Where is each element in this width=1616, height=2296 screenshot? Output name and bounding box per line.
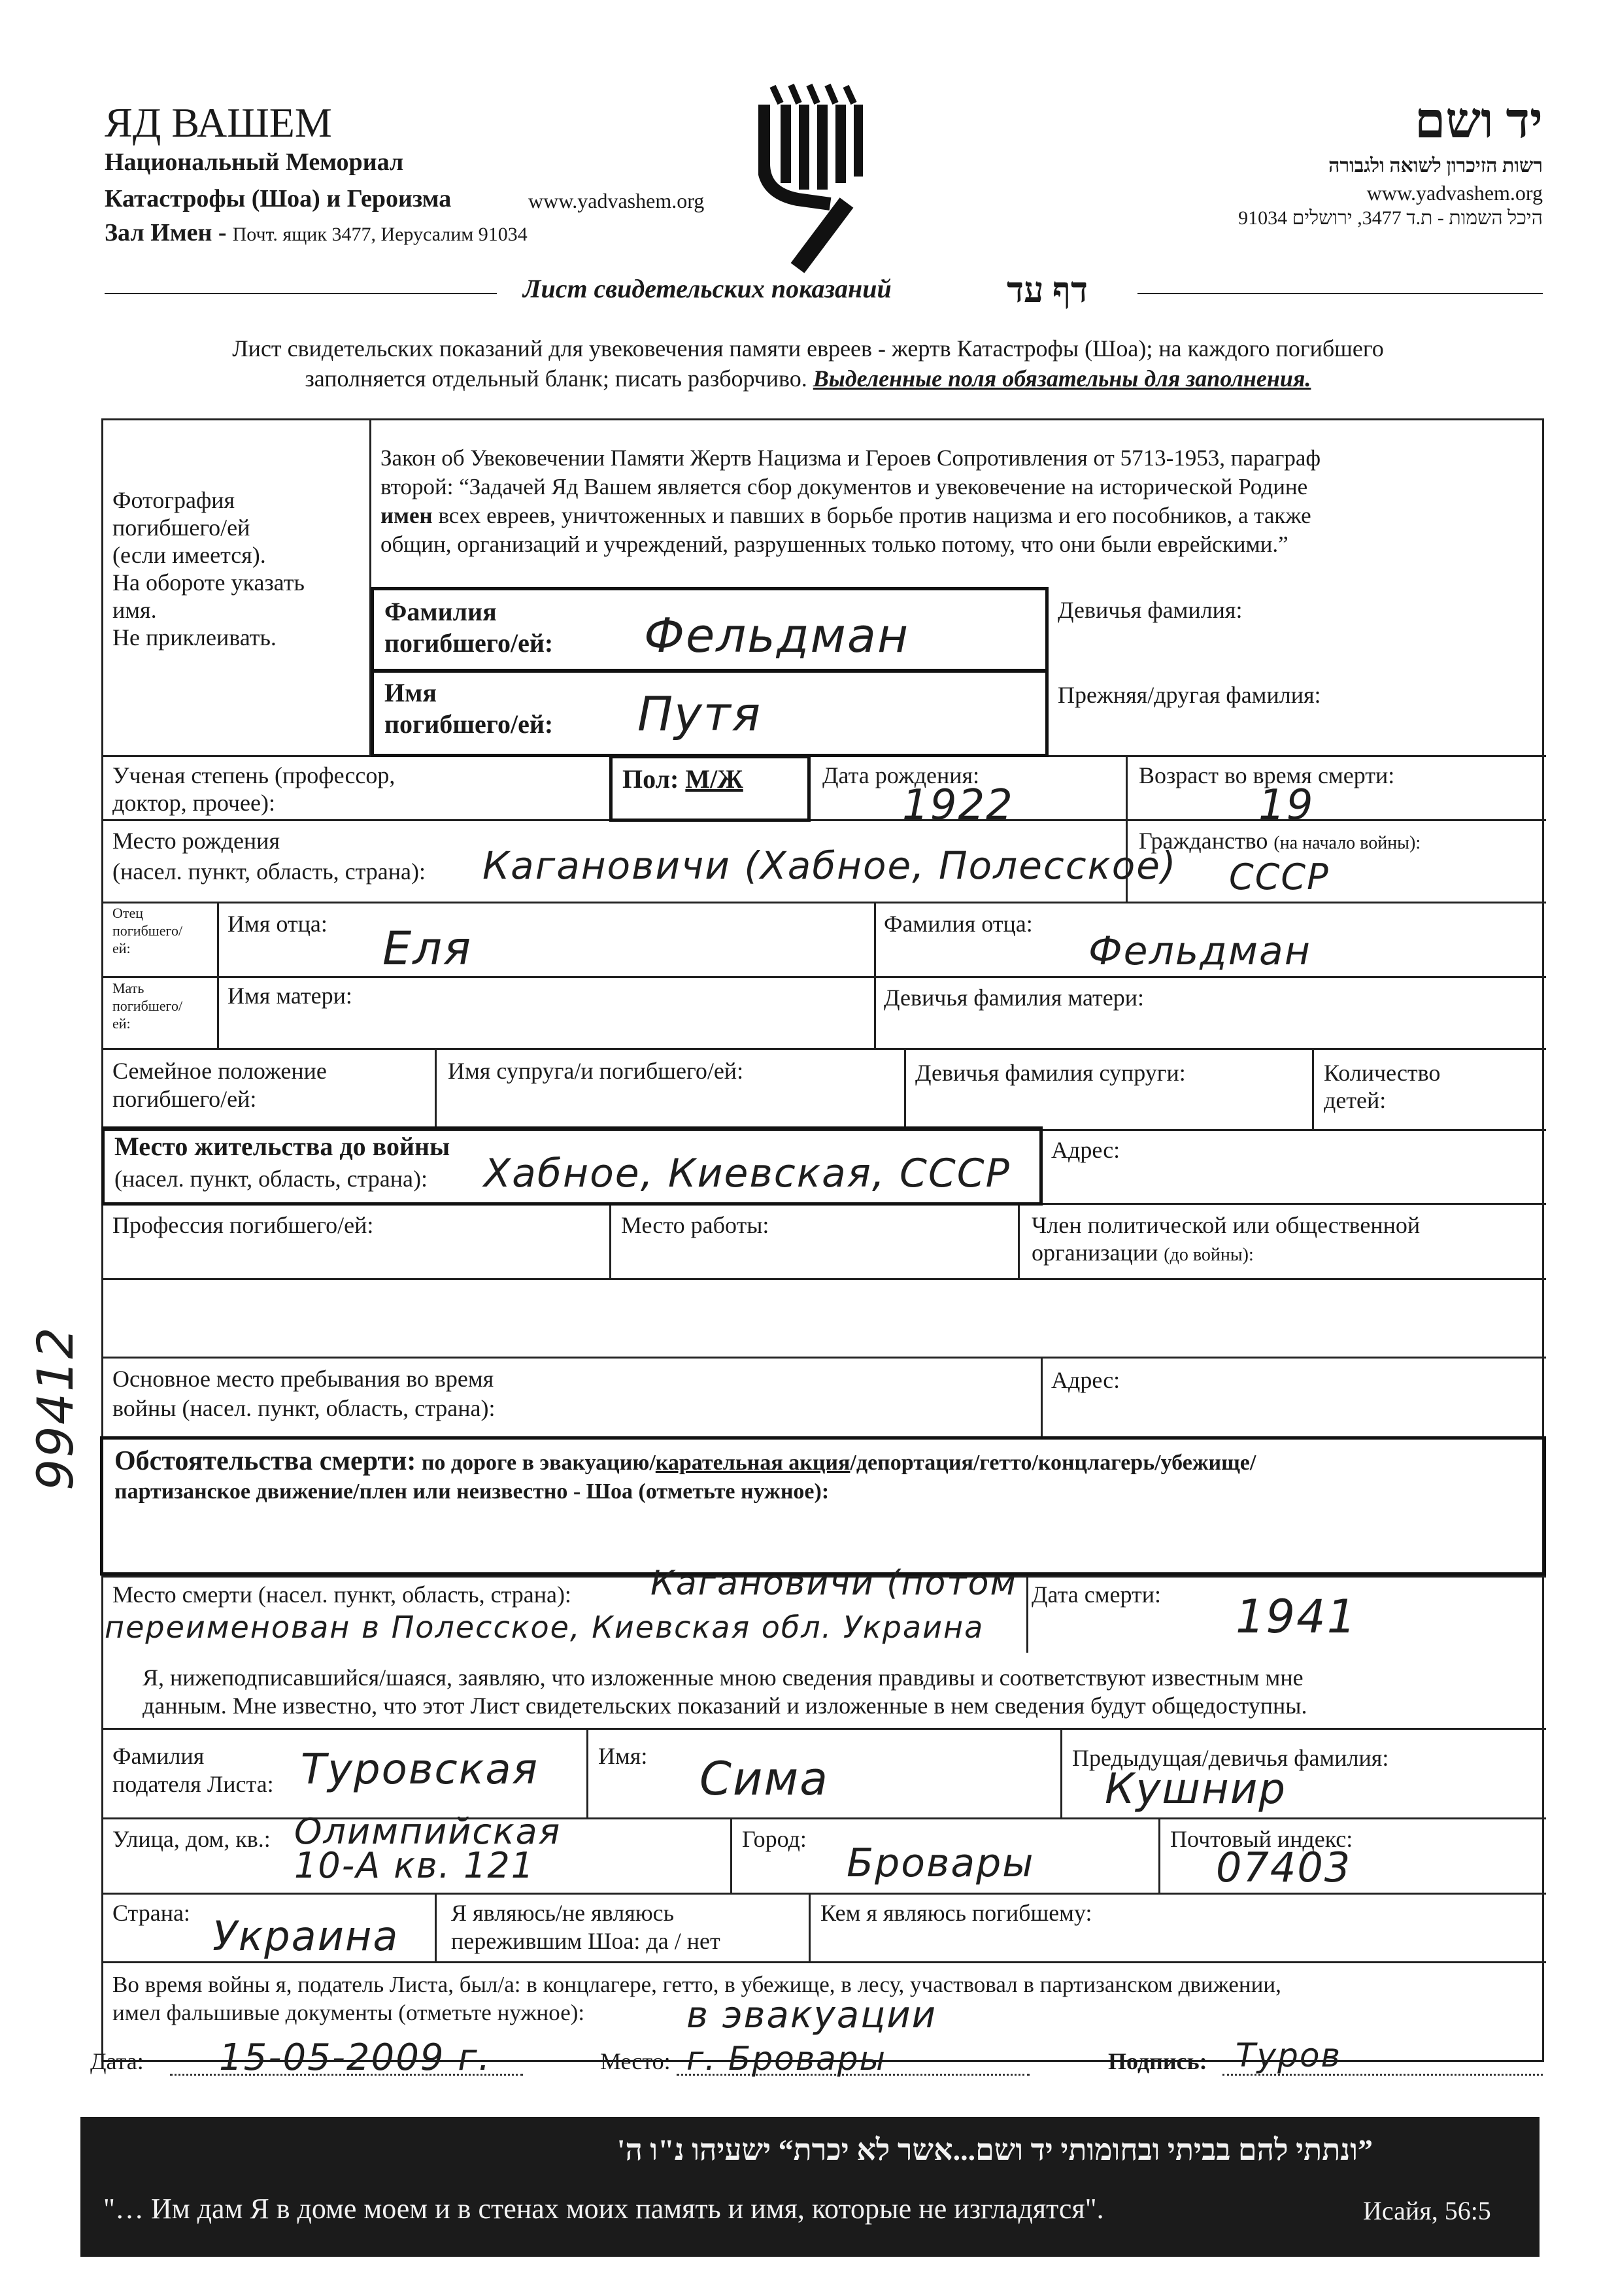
mother-side-2: погибшего/ bbox=[112, 998, 183, 1014]
photo-label-3: (если имеется). bbox=[112, 542, 266, 568]
law-line-1: Закон об Увековечении Памяти Жертв Нацизма и Героев Сопротивления от 5713-1953, параграф bbox=[380, 445, 1321, 471]
website-right[interactable]: www.yadvashem.org bbox=[1366, 181, 1543, 205]
grid-col-survivor bbox=[435, 1893, 437, 1961]
father-side-3: ей: bbox=[112, 940, 131, 956]
death-circ-opt-c[interactable]: /депортация/гетто/концлагерь/убежище/ bbox=[850, 1451, 1256, 1475]
member-label-2-line bbox=[1032, 1239, 1254, 1267]
law-line-4: общин, организаций и учреждений, разрушенных только потому, что они были еврейскими.” bbox=[380, 532, 1288, 557]
death-place-value-1[interactable]: Кагановичи (потом bbox=[650, 1564, 1017, 1603]
member-label-2: организации bbox=[1032, 1240, 1158, 1266]
sub-prev-value[interactable]: Кушнир bbox=[1105, 1765, 1287, 1814]
org-name-he: יד ושם bbox=[1414, 93, 1543, 148]
date-value[interactable]: 15-05-2009 г. bbox=[219, 2036, 492, 2079]
hall-line bbox=[105, 218, 528, 248]
grid-col-city bbox=[730, 1817, 732, 1893]
residence-label-2: (насел. пункт, область, страна): bbox=[114, 1166, 428, 1192]
father-side-2: погибшего/ bbox=[112, 922, 183, 939]
marital-label-1: Семейное положение bbox=[112, 1058, 327, 1084]
grid-row-14 bbox=[101, 1961, 1546, 1963]
wartime-address-label: Адрес: bbox=[1051, 1367, 1120, 1393]
photo-label-5: имя. bbox=[112, 597, 157, 623]
sub-surname-label-1: Фамилия bbox=[112, 1743, 205, 1769]
father-name-value[interactable]: Еля bbox=[382, 922, 473, 975]
grid-col-war-address bbox=[1041, 1357, 1043, 1436]
hall-label: Зал Имен - bbox=[105, 219, 227, 246]
he-line-1: רשות הזיכרון לשואה ולגבורה bbox=[1328, 155, 1543, 177]
name-label-1: Имя bbox=[384, 678, 437, 707]
spouse-maiden-label: Девичья фамилия супруги: bbox=[915, 1060, 1186, 1086]
mother-name-label: Имя матери: bbox=[227, 983, 352, 1009]
sub-surname-value[interactable]: Туровская bbox=[301, 1746, 539, 1794]
death-circ-label: Обстоятельства смерти: bbox=[114, 1446, 416, 1476]
age-label: Возраст во время смерти: bbox=[1139, 762, 1395, 788]
mother-side-1: Мать bbox=[112, 980, 144, 996]
death-circ-opt-a[interactable]: по дороге в эвакуацию/ bbox=[416, 1451, 656, 1475]
grid-row-5 bbox=[101, 1048, 1546, 1050]
parent-split bbox=[101, 976, 219, 978]
sub-country-label: Страна: bbox=[112, 1900, 190, 1926]
death-circ-line-2[interactable]: партизанское движение/плен или неизвестно - Шоа (отметьте нужное): bbox=[114, 1479, 830, 1504]
maiden-label: Девичья фамилия: bbox=[1058, 597, 1243, 623]
residence-label-1: Место жительства до войны bbox=[114, 1132, 450, 1161]
grid-col-parent-surname bbox=[874, 902, 876, 1048]
hall-address: Почт. ящик 3477, Иерусалим 91034 bbox=[232, 224, 528, 245]
sub-war-value[interactable]: в эвакуации bbox=[686, 1994, 937, 2036]
sub-relation-label: Кем я являюсь погибшему: bbox=[820, 1900, 1092, 1926]
grid-col-spouse-maiden bbox=[904, 1048, 906, 1129]
margin-note: 99412 bbox=[26, 1326, 84, 1491]
grid-col-death-date bbox=[1026, 1576, 1028, 1653]
band-ref: Исайя, 56:5 bbox=[1363, 2196, 1491, 2225]
sub-prev-label: Предыдущая/девичья фамилия: bbox=[1072, 1745, 1389, 1771]
father-name-label: Имя отца: bbox=[227, 911, 328, 937]
prev-surname-label: Прежняя/другая фамилия: bbox=[1058, 682, 1321, 708]
he-line-2: היכל השמות - ת.ד 3477, ירושלים 91034 bbox=[1238, 207, 1543, 229]
date-label: Дата: bbox=[90, 2048, 144, 2074]
children-label-2: детей: bbox=[1324, 1087, 1387, 1113]
wartime-label-2: войны (насел. пункт, область, страна): bbox=[112, 1395, 496, 1421]
form-title-ru: Лист свидетельских показаний bbox=[523, 274, 892, 303]
sub-street-label: Улица, дом, кв.: bbox=[112, 1826, 271, 1852]
photo-label-6: Не приклеивать. bbox=[112, 624, 277, 650]
sub-country-value[interactable]: Украина bbox=[212, 1912, 399, 1960]
title-rule-left bbox=[105, 293, 497, 294]
website-left[interactable]: www.yadvashem.org bbox=[528, 189, 705, 212]
grid-row-13 bbox=[101, 1893, 1546, 1895]
sub-city-label: Город: bbox=[742, 1826, 807, 1852]
band-russian: "… Им дам Я в доме моем и в стенах моих память и имя, которые не изгладятся". bbox=[103, 2193, 1104, 2225]
menorah-logo-icon bbox=[758, 78, 869, 275]
sex-line bbox=[622, 764, 743, 795]
birthplace-label-1: Место рождения bbox=[112, 828, 280, 854]
sub-city-value[interactable]: Бровары bbox=[847, 1840, 1035, 1886]
intro-line-2 bbox=[0, 365, 1616, 393]
sub-surname-label-2: подателя Листа: bbox=[112, 1771, 274, 1797]
death-date-value[interactable]: 1941 bbox=[1236, 1590, 1358, 1644]
residence-value[interactable]: Хабное, Киевская, СССР bbox=[484, 1151, 1011, 1196]
birthplace-value[interactable]: Кагановичи (Хабное, Полесское) bbox=[482, 843, 1177, 888]
address-label: Адрес: bbox=[1051, 1137, 1120, 1163]
org-line-2: Катастрофы (Шоа) и Героизма bbox=[105, 185, 452, 212]
law-line-3-rest: всех евреев, уничтоженных и павших в борьбе против нацизма и его пособников, а также bbox=[432, 503, 1311, 528]
citizenship-value[interactable]: СССР bbox=[1229, 856, 1330, 898]
grid-col-workplace bbox=[609, 1203, 611, 1278]
org-line-1: Национальный Мемориал bbox=[105, 148, 404, 176]
grid-row-4 bbox=[101, 976, 1546, 978]
member-note: (до войны): bbox=[1164, 1245, 1254, 1265]
intro-line-1: Лист свидетельских показаний для увековечения памяти евреев - жертв Катастрофы (Шоа); на каждого погибшего bbox=[232, 335, 1384, 362]
sex-value[interactable]: М/Ж bbox=[685, 764, 743, 794]
sub-survivor-label-1: Я являюсь/не являюсь bbox=[451, 1900, 675, 1926]
grid-col-relation bbox=[809, 1893, 811, 1961]
death-place-value-2[interactable]: переименован в Полесское, Киевская обл. Украина bbox=[105, 1610, 985, 1645]
grid-row-2 bbox=[101, 819, 1546, 821]
father-side-1: Отец bbox=[112, 905, 144, 921]
degree-label-1: Ученая степень (профессор, bbox=[112, 762, 396, 788]
sub-zip-value[interactable]: 07403 bbox=[1216, 1844, 1352, 1891]
death-place-label: Место смерти (насел. пункт, область, страна): bbox=[112, 1581, 571, 1608]
sex-label: Пол: bbox=[622, 764, 679, 794]
member-label-1: Член политической или общественной bbox=[1032, 1212, 1421, 1238]
grid-col-spouse bbox=[435, 1048, 437, 1129]
title-rule-right bbox=[1137, 293, 1543, 294]
death-date-label: Дата смерти: bbox=[1032, 1581, 1162, 1608]
photo-label-1: Фотография bbox=[112, 487, 235, 513]
marital-label-2: погибшего/ей: bbox=[112, 1086, 257, 1112]
workplace-label: Место работы: bbox=[621, 1212, 769, 1238]
intro-line-2-emph: Выделенные поля обязательны для заполнения. bbox=[813, 365, 1311, 392]
wartime-label-1: Основное место пребывания во время bbox=[112, 1366, 494, 1392]
grid-row-3 bbox=[101, 902, 1546, 903]
name-label-2: погибшего/ей: bbox=[384, 709, 554, 739]
grid-col-parent-side bbox=[217, 902, 219, 1048]
name-value[interactable]: Путя bbox=[637, 686, 762, 741]
grid-col-sub-prev bbox=[1060, 1728, 1062, 1817]
mother-side-3: ей: bbox=[112, 1015, 131, 1032]
children-label-1: Количество bbox=[1324, 1060, 1441, 1086]
place-value[interactable]: г. Бровары bbox=[686, 2040, 887, 2078]
mother-maiden-label: Девичья фамилия матери: bbox=[884, 985, 1145, 1011]
grid-col-children bbox=[1312, 1048, 1314, 1129]
surname-value[interactable]: Фельдман bbox=[644, 608, 910, 663]
sub-street-value-2[interactable]: 10-А кв. 121 bbox=[294, 1845, 535, 1886]
citizenship-note: (на начало войны): bbox=[1273, 833, 1421, 853]
sub-war-label-2: имел фальшивые документы (отметьте нужное): bbox=[112, 2000, 585, 2025]
sub-survivor-label-2[interactable]: пережившим Шоа: да / нет bbox=[451, 1928, 720, 1954]
sign-value[interactable]: Туров bbox=[1236, 2036, 1341, 2074]
birth-date-label: Дата рождения: bbox=[822, 762, 980, 788]
degree-label-2: доктор, прочее): bbox=[112, 790, 275, 816]
law-line-2: второй: “Задачей Яд Вашем является сбор документов и увековечение на исторической Родине bbox=[380, 474, 1308, 499]
band-hebrew: ”ונתתי להם בביתי ובחומותי יד ושם...אשר לא יכרת“ ישעיהו נ"ו ה' bbox=[616, 2133, 1373, 2167]
grid-col-zip bbox=[1158, 1817, 1160, 1893]
surname-label-1: Фамилия bbox=[384, 597, 497, 626]
surname-label-2: погибшего/ей: bbox=[384, 628, 554, 658]
grid-row-8 bbox=[101, 1278, 1546, 1280]
intro-line-2-plain: заполняется отдельный бланк; писать разборчиво. bbox=[305, 365, 807, 392]
photo-label-2: погибшего/ей bbox=[112, 515, 250, 541]
spouse-name-label: Имя супруга/и погибшего/ей: bbox=[448, 1058, 744, 1084]
org-name-ru: ЯД ВАШЕМ bbox=[105, 99, 332, 146]
death-circ-opt-punitive[interactable]: карательная акция bbox=[655, 1451, 850, 1475]
sub-street-value-1[interactable]: Олимпийская bbox=[294, 1811, 562, 1852]
father-surname-label: Фамилия отца: bbox=[884, 911, 1033, 937]
birth-date-value[interactable]: 1922 bbox=[902, 781, 1014, 830]
birthplace-label-2: (насел. пункт, область, страна): bbox=[112, 858, 426, 885]
sub-name-label: Имя: bbox=[598, 1743, 648, 1769]
grid-row-11 bbox=[101, 1728, 1546, 1730]
grid-row-9 bbox=[101, 1357, 1546, 1359]
declaration-line-2: данным. Мне известно, что этот Лист свидетельских показаний и изложенные в нем сведения будут общедоступны. bbox=[143, 1693, 1307, 1719]
death-circ-line-1 bbox=[114, 1445, 1256, 1477]
photo-area[interactable] bbox=[112, 458, 361, 654]
place-label: Место: bbox=[600, 2048, 671, 2074]
sub-zip-label: Почтовый индекс: bbox=[1170, 1826, 1353, 1852]
sign-label: Подпись: bbox=[1108, 2048, 1207, 2074]
citizenship-line bbox=[1139, 827, 1421, 855]
father-surname-value[interactable]: Фельдман bbox=[1088, 928, 1312, 974]
age-value[interactable]: 19 bbox=[1258, 781, 1315, 830]
law-names-emph: имен bbox=[380, 503, 433, 528]
grid-col-sub-name bbox=[586, 1728, 588, 1817]
sub-name-value[interactable]: Сима bbox=[699, 1752, 830, 1806]
grid-col-member bbox=[1018, 1203, 1020, 1278]
sub-war-label-1: Во время войны я, податель Листа, был/а: в концлагере, гетто, в убежище, в лесу, участвовал в партизанском движении, bbox=[112, 1972, 1281, 1997]
form-title-he: דף עד bbox=[1007, 271, 1088, 310]
profession-label: Профессия погибшего/ей: bbox=[112, 1212, 374, 1238]
citizenship-label: Гражданство bbox=[1139, 828, 1268, 854]
law-line-3 bbox=[380, 502, 1311, 530]
declaration-line-1: Я, нижеподписавшийся/шаяся, заявляю, что изложенные мною сведения правдивы и соответствуют известным мне bbox=[143, 1664, 1304, 1691]
photo-label-4: На обороте указать bbox=[112, 569, 305, 596]
